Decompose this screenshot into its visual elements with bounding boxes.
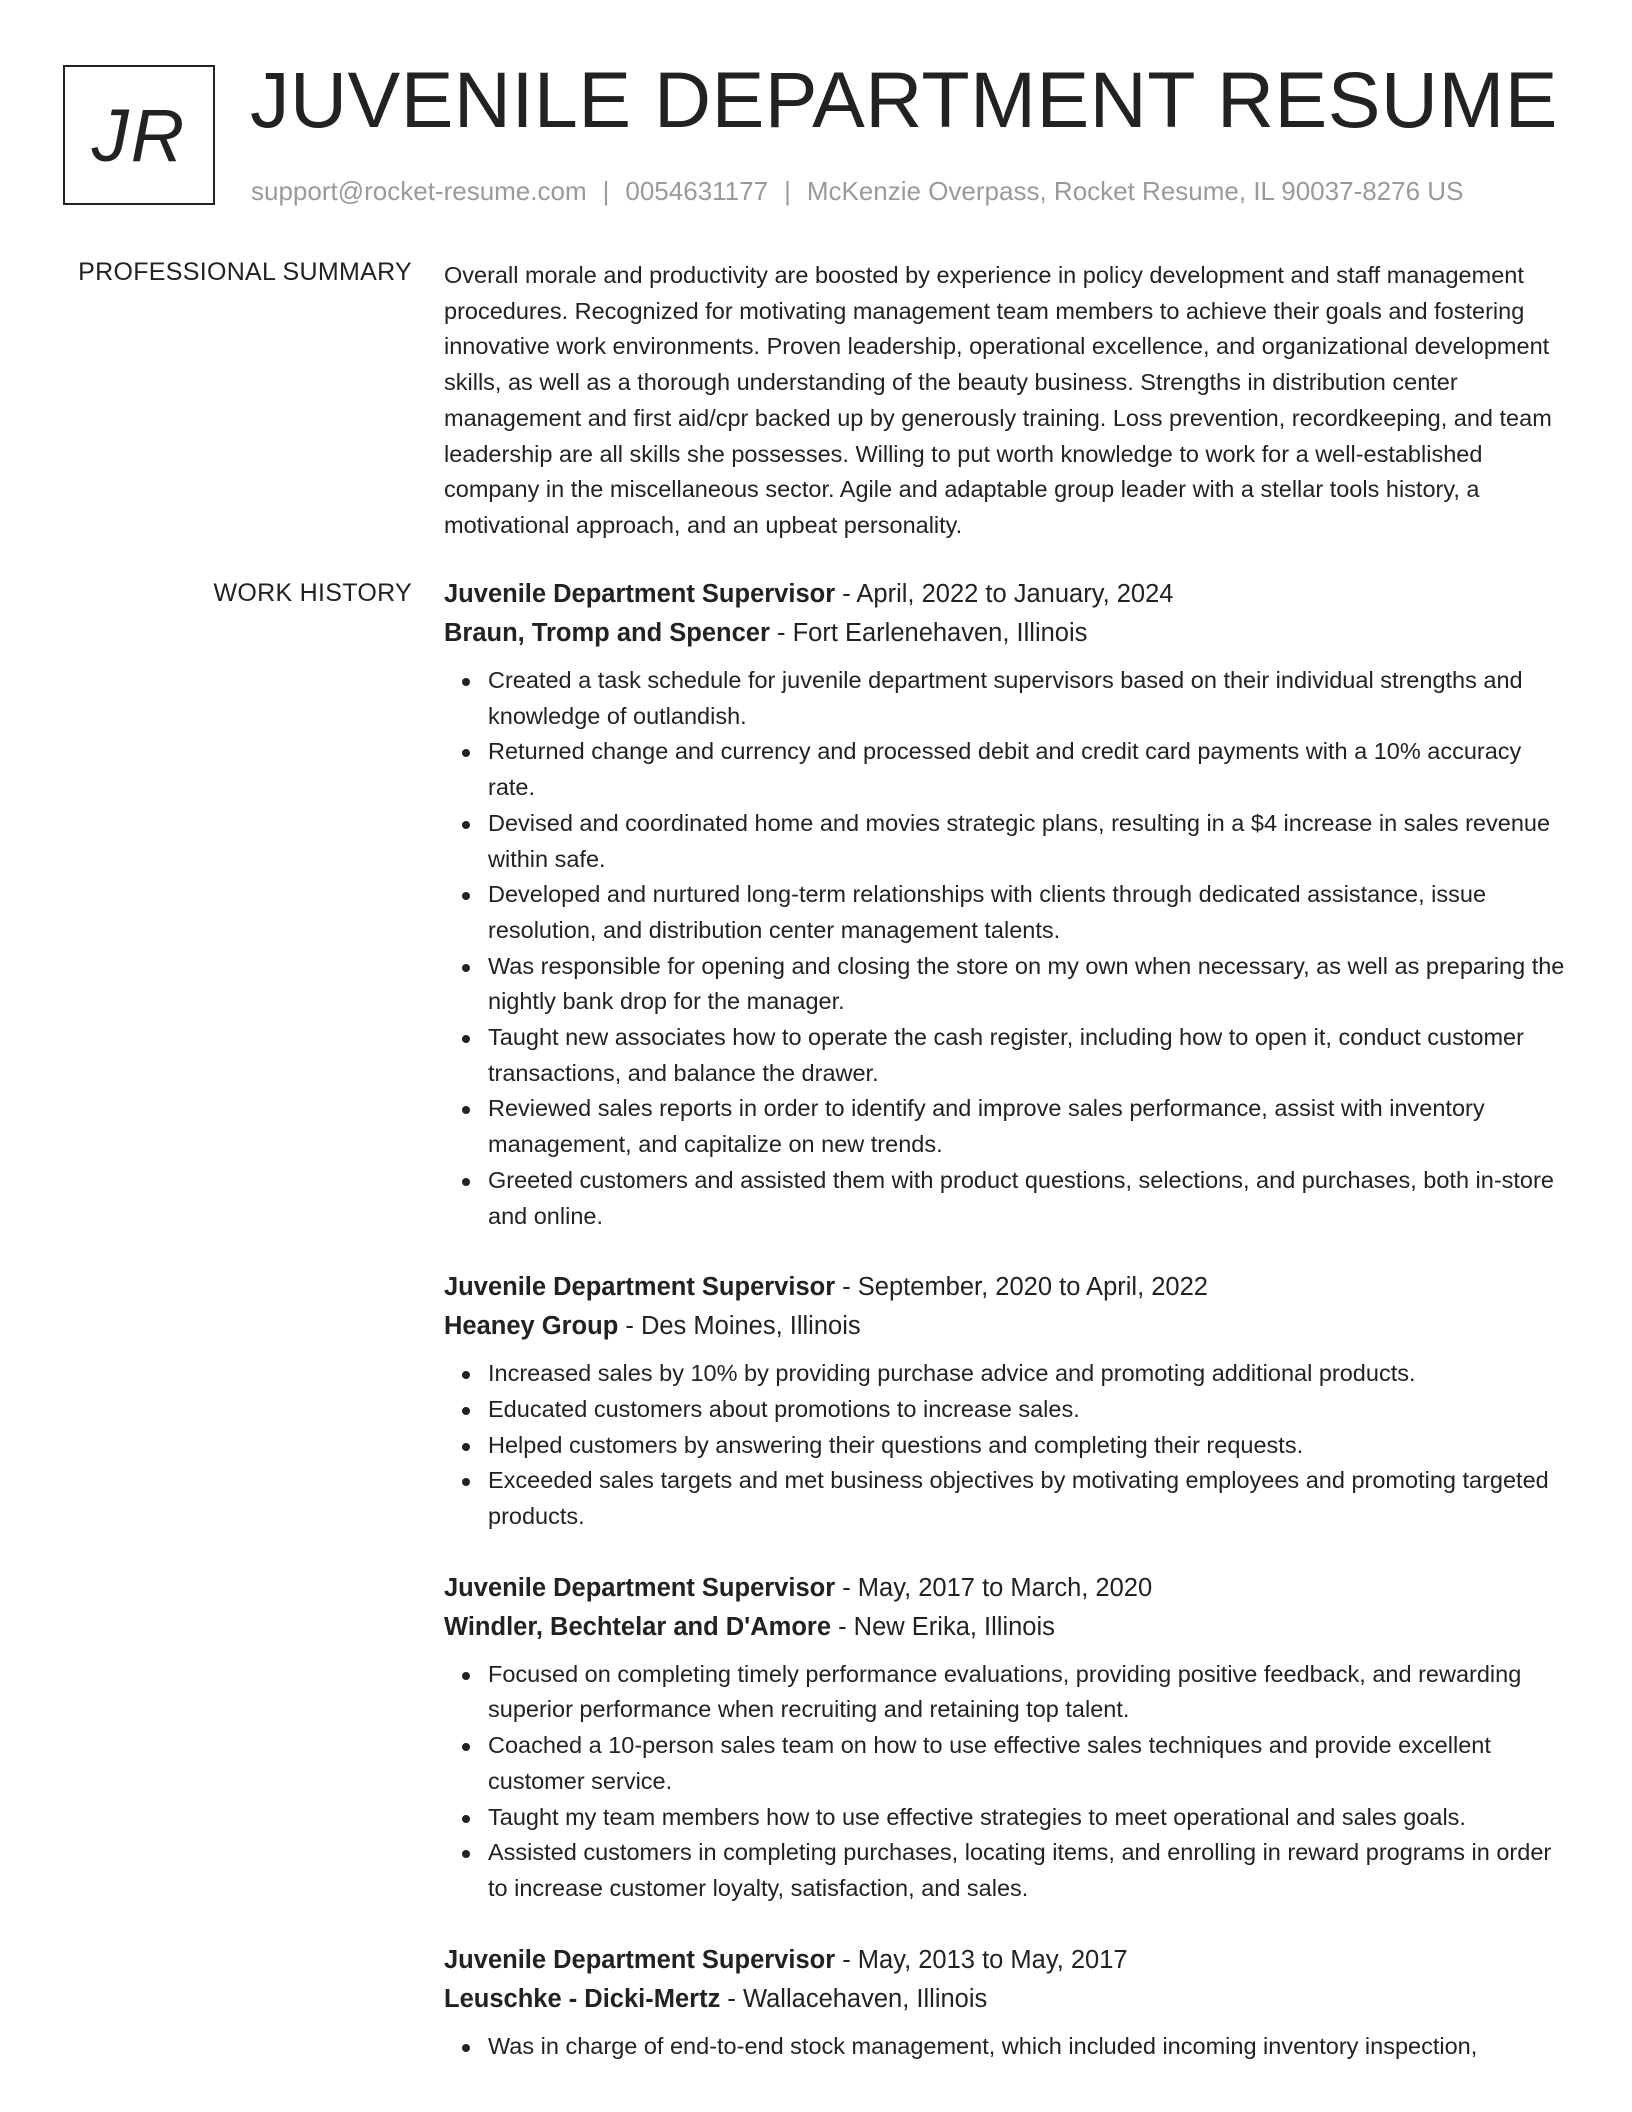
job-bullet: Greeted customers and assisted them with product questions, selections, and purchases, both in-store and online. [488, 1163, 1569, 1234]
monogram-badge [63, 65, 215, 205]
job-company-line [444, 1608, 1569, 1647]
job-bullet: Increased sales by 10% by providing purchase advice and promoting additional products. [488, 1356, 1569, 1392]
job-dates: - May, 2017 to March, 2020 [835, 1573, 1153, 1602]
job-title-line [444, 575, 1569, 614]
job-entry [444, 1569, 1569, 1907]
job-company-line [444, 614, 1569, 653]
job-entry [444, 1268, 1569, 1535]
work-history-label: WORK HISTORY [213, 579, 412, 607]
job-company-line [444, 1980, 1569, 2019]
job-company: Heaney Group [444, 1312, 619, 1341]
contact-separator: | [602, 176, 610, 206]
job-bullet: Helped customers by answering their questions and completing their requests. [488, 1428, 1569, 1464]
job-bullet: Developed and nurtured long-term relationships with clients through dedicated assistance, issue resolution, and distribution center management talents. [488, 877, 1569, 948]
job-company: Windler, Bechtelar and D'Amore [444, 1612, 832, 1641]
contact-line [251, 176, 1463, 207]
job-company: Braun, Tromp and Spencer [444, 619, 770, 647]
job-bullet: Assisted customers in completing purchases, locating items, and enrolling in reward programs in order to increase customer loyalty, satisfaction, and sales. [488, 1835, 1569, 1906]
work-history-list [444, 575, 1569, 2098]
job-bullet: Coached a 10-person sales team on how to use effective sales techniques and provide excellent customer service. [488, 1728, 1569, 1799]
job-bullet: Devised and coordinated home and movies strategic plans, resulting in a $4 increase in sales revenue within safe. [488, 806, 1569, 877]
professional-summary-label: PROFESSIONAL SUMMARY [78, 258, 412, 286]
resume-title: JUVENILE DEPARTMENT RESUME [250, 55, 1558, 144]
job-bullet-list [444, 1657, 1569, 1907]
professional-summary-text: Overall morale and productivity are boosted by experience in policy development and staff management procedures. Recognized for motivating management team members to achieve their goals and fostering innovative work environments. Proven leadership, operational excellence, and organizational development skills, as well as a thorough understanding of the beauty business. Strengths in distribution center management and first aid/cpr backed up by generously training. Loss prevention, recordkeeping, and team leadership are all skills she possesses. Willing to put worth knowledge to work for a well-established company in the miscellaneous sector. Agile and adaptable group leader with a stellar tools history, a motivational approach, and an upbeat personality. [444, 262, 1552, 538]
job-bullet: Focused on completing timely performance evaluations, providing positive feedback, and rewarding superior performance when recruiting and retaining top talent. [488, 1657, 1569, 1728]
job-company: Leuschke - Dicki-Mertz [444, 1984, 721, 2013]
job-bullet: Was in charge of end-to-end stock management, which included incoming inventory inspection, [488, 2029, 1569, 2065]
job-title: Juvenile Department Supervisor [444, 1273, 836, 1302]
contact-email: support@rocket-resume.com [251, 176, 587, 206]
job-bullet: Exceeded sales targets and met business objectives by motivating employees and promoting targeted products. [488, 1463, 1569, 1534]
professional-summary-body [444, 258, 1569, 544]
monogram-initials: JR [91, 93, 187, 177]
job-bullet: Taught new associates how to operate the cash register, including how to open it, conduct customer transactions, and balance the drawer. [488, 1020, 1569, 1091]
job-dates: - May, 2013 to May, 2017 [835, 1945, 1128, 1974]
job-bullet-list [444, 663, 1569, 1234]
job-bullet-list [444, 1356, 1569, 1535]
job-bullet: Created a task schedule for juvenile department supervisors based on their individual strengths and knowledge of outlandish. [488, 663, 1569, 734]
job-title-line [444, 1268, 1569, 1307]
job-title: Juvenile Department Supervisor [444, 1573, 836, 1602]
job-title: Juvenile Department Supervisor [444, 580, 836, 608]
contact-phone: 0054631177 [625, 176, 769, 206]
job-bullet-list [444, 2029, 1569, 2065]
job-title: Juvenile Department Supervisor [444, 1945, 836, 1974]
job-bullet: Was responsible for opening and closing the store on my own when necessary, as well as preparing the nightly bank drop for the manager. [488, 949, 1569, 1020]
job-location: - Des Moines, Illinois [618, 1312, 861, 1341]
contact-separator: | [784, 176, 791, 206]
job-company-line [444, 1307, 1569, 1346]
job-title-line [444, 1941, 1569, 1980]
contact-address: McKenzie Overpass, Rocket Resume, IL 90037-8276 US [806, 176, 1464, 206]
job-title-line [444, 1569, 1569, 1608]
job-dates: - April, 2022 to January, 2024 [835, 580, 1174, 608]
job-entry [444, 1941, 1569, 2065]
job-bullet: Taught my team members how to use effective strategies to meet operational and sales goals. [488, 1800, 1569, 1836]
job-location: - Fort Earlenehaven, Illinois [769, 619, 1088, 647]
job-bullet: Returned change and currency and processed debit and credit card payments with a 10% accuracy rate. [488, 734, 1569, 805]
job-bullet: Reviewed sales reports in order to identify and improve sales performance, assist with inventory management, and capitalize on new trends. [488, 1091, 1569, 1162]
job-location: - New Erika, Illinois [831, 1612, 1055, 1641]
job-dates: - September, 2020 to April, 2022 [835, 1273, 1208, 1302]
job-entry [444, 575, 1569, 1234]
job-bullet: Educated customers about promotions to increase sales. [488, 1392, 1569, 1428]
job-location: - Wallacehaven, Illinois [720, 1984, 988, 2013]
